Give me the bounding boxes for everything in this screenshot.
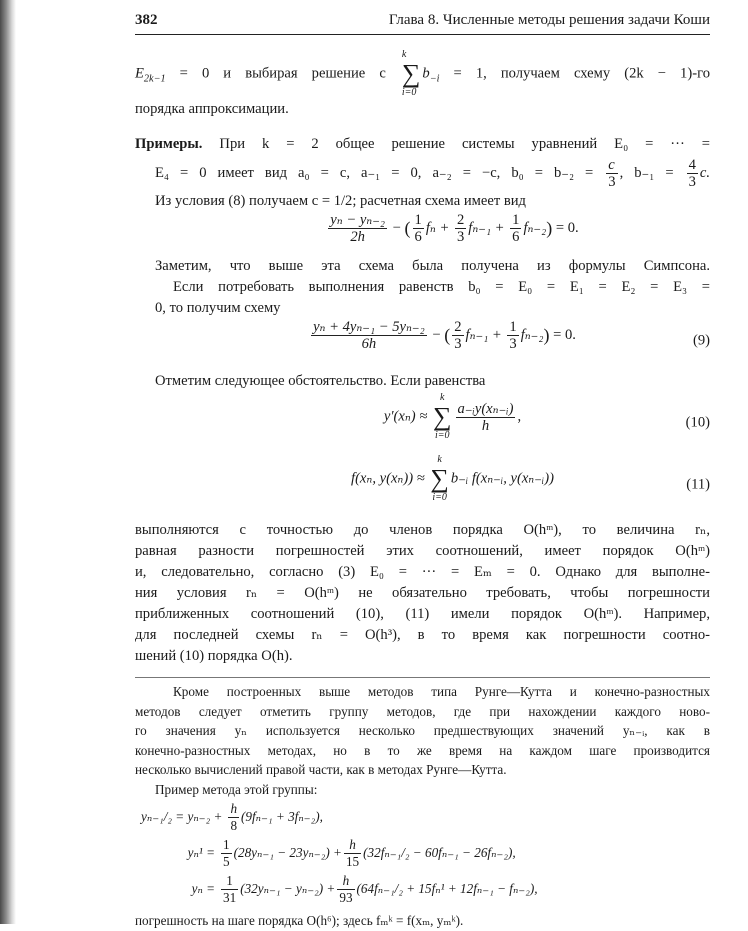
formula-row: yₙ¹ = $\frac{1}{5}$ (28yₙ₋₁ − 23yₙ₋₂) + $\frac{h}{15}$ (32fₙ₋₁/₂ − 60fₙ₋₁ − 26fₙ₋₂), [187, 836, 516, 869]
text-line: равная разности погрешностей этих соотношений, имеет порядок O(hᵐ) [135, 543, 710, 559]
text-line: Примеры. При k = 2 общее решение системы уравнений E₀ = ··· = [135, 136, 710, 152]
text-line: Кроме построенных выше методов типа Рунге—Кутта и конечно-разностных [173, 684, 710, 699]
equation-number: (10) [685, 414, 710, 431]
small-print-block [135, 682, 710, 931]
text-line: Заметим, что выше эта схема была получена из формулы Симпсона. [155, 258, 710, 274]
equation-number: (9) [692, 332, 710, 349]
equation-10: y′(xₙ) ≈ k ∑ i=0 $\frac{\text{a₋ᵢy(xₙ₋ᵢ)}}{h}$ , (10) [383, 392, 710, 441]
text-line: Пример метода этой группы: [155, 781, 318, 797]
page-number: 382 [135, 12, 158, 28]
text-line: шений (10) порядка O(h). [135, 648, 293, 664]
text-line: 0, то получим схему [155, 300, 281, 316]
text-line: $E_{2k-1} = 0$ и выбирая решение с k ∑ i=0 $b_{-i} = 1$, получаем схему (2k − 1)-го [135, 49, 710, 98]
book-binding-shadow [0, 0, 16, 924]
equation-11: f(xₙ, y(xₙ)) ≈ k ∑ i=0 b₋ᵢ f(xₙ₋ᵢ, y(xₙ₋ᵢ)) (11) [351, 454, 710, 503]
formula-row: yₙ₋₁/₂ = yₙ₋₂ + $\frac{h}{8}$ (9fₙ₋₁ + 3fₙ₋₂), [141, 800, 323, 833]
book-page [135, 10, 710, 931]
equation-9: $\frac{\text{yₙ + 4yₙ₋₁ − 5yₙ₋₂}}{6h}$ − ( $\frac{2}{3}$ fₙ₋₁ + $\frac{1}{3}$ fₙ₋₂) = 0. (9) [313, 319, 710, 352]
text-line: погрешность на шаге порядка O(h⁶); здесь fₘᵏ = f(xₘ, yₘᵏ). [135, 913, 464, 928]
text-line: Из условия (8) получаем c = 1/2; расчетная схема имеет вид [155, 193, 526, 209]
examples-label: Примеры. [135, 136, 203, 152]
text-line: методов следует отметить группу методов, где при нахождении каждого ново- [135, 703, 710, 719]
text-line: для последней схемы rₙ = O(h³), в то время как погрешности соотно- [135, 627, 710, 643]
text-line: конечно-разностных методах, но в то же время на каждом шаге производится [135, 742, 710, 758]
text-line: Если потребовать выполнения равенств b₀ = E₀ = E₁ = E₂ = E₃ = [173, 279, 710, 295]
text-line: приближенных соотношений (10), (11) имели порядок O(hᵐ). Например, [135, 606, 710, 622]
running-title: Глава 8. Численные методы решения задачи Коши [388, 12, 710, 28]
text-line: го значения yₙ используется несколько предшествующих значений yₙ₋ᵢ, как в [135, 723, 710, 738]
text-line: Отметим следующее обстоятельство. Если равенства [155, 373, 486, 389]
text-line: ния условия rₙ = O(hᵐ) не обязательно требовать, чтобы погрешности [135, 585, 710, 601]
sum-symbol: k ∑ i=0 [401, 49, 421, 98]
text-line: E₄ = 0 имеет вид a₀ = c, a₋₁ = 0, a₋₂ = −c, b₀ = b₋₂ = $\frac{c}{3}$ , b₋₁ = $\frac{4}{3}$ c. [155, 157, 710, 191]
text-line: и, следовательно, согласно (3) E₀ = ··· = Eₘ = 0. Однако для выполне- [135, 564, 710, 580]
equation-number: (11) [686, 476, 710, 493]
equation: $\frac{\text{yₙ − yₙ₋₂}}{2h}$ − ( $\frac{1}{6}$ fₙ + $\frac{2}{3}$ fₙ₋₁ + $\frac{1}{6}$ fₙ₋₂) = 0. [330, 212, 579, 245]
section-divider [135, 677, 710, 678]
formula-row: yₙ = $\frac{1}{31}$ (32yₙ₋₁ − yₙ₋₂) + $\frac{h}{93}$ (64fₙ₋₁/₂ + 15fₙ¹ + 12fₙ₋₁ − fₙ₋₂), [191, 872, 538, 905]
text-line: выполняются с точностью до членов порядка O(hᵐ), то величина rₙ, [135, 522, 710, 538]
running-header [135, 10, 710, 35]
text-line: порядка аппроксимации. [135, 101, 289, 117]
text-line: несколько вычислений правой части, как в методах Рунге—Кутта. [135, 762, 507, 777]
